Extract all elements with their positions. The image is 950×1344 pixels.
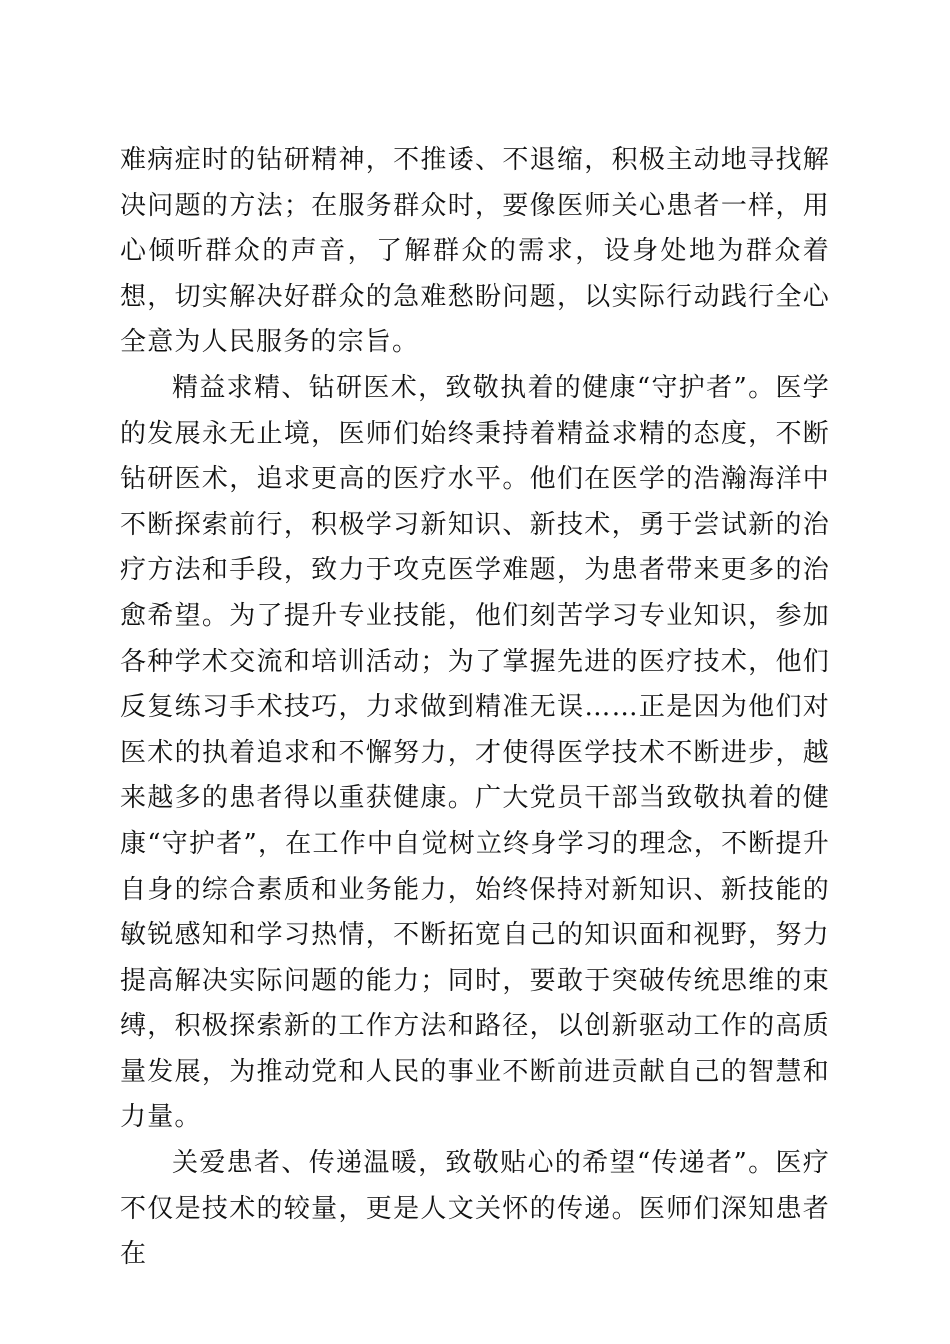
paragraph-continuation: 难病症时的钻研精神，不推诿、不退缩，积极主动地寻找解决问题的方法；在服务群众时，要像医师关心患者一样，用心倾听群众的声音，了解群众的需求，设身处地为群众着想，切实解决好群众的急难愁盼问题，以实际行动践行全心全意为人民服务的宗旨。 <box>120 145 830 358</box>
paragraph-messenger: 关爱患者、传递温暖，致敬贴心的希望“传递者”。医疗不仅是技术的较量，更是人文关怀的传递。医师们深知患者在 <box>120 1148 830 1270</box>
paragraph-guardian: 精益求精、钻研医术，致敬执着的健康“守护者”。医学的发展永无止境，医师们始终秉持着精益求精的态度，不断钻研医术，追求更高的医疗水平。他们在医学的浩瀚海洋中不断探索前行，积极学习新知识、新技术，勇于尝试新的治疗方法和手段，致力于攻克医学难题，为患者带来更多的治愈希望。为了提升专业技能，他们刻苦学习专业知识，参加各种学术交流和培训活动；为了掌握先进的医疗技术，他们反复练习手术技巧，力求做到精准无误……正是因为他们对医术的执着追求和不懈努力，才使得医学技术不断进步，越来越多的患者得以重获健康。广大党员干部当致敬执着的健康“守护者”，在工作中自觉树立终身学习的理念，不断提升自身的综合素质和业务能力，始终保持对新知识、新技能的敏锐感知和学习热情，不断拓宽自己的知识面和视野，努力提高解决实际问题的能力；同时，要敢于突破传统思维的束缚，积极探索新的工作方法和路径，以创新驱动工作的高质量发展，为推动党和人民的事业不断前进贡献自己的智慧和力量。 <box>120 372 830 1133</box>
document-page <box>120 138 830 1278</box>
